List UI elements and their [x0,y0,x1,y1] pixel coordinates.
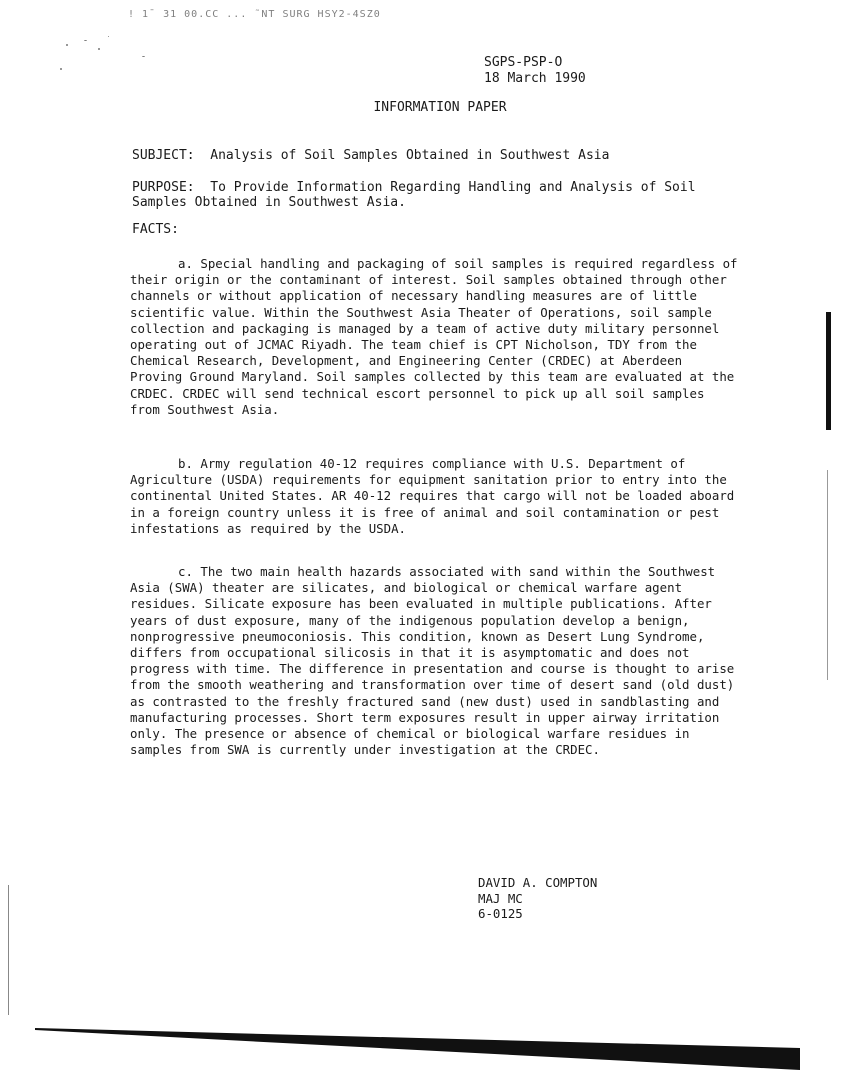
fact-marker: b. [178,456,193,471]
scan-speck [66,44,68,46]
fact-marker: c. [178,564,193,579]
scan-speck [108,36,109,37]
left-edge-scan-line [8,885,9,1015]
margin-scan-line [827,470,828,680]
signer-rank: MAJ MC [478,890,523,906]
signer-phone: 6-0125 [478,906,523,921]
fact-paragraph-b [130,456,740,537]
fax-transmission-header: ! 1¯ 31 00.CC ... ˜NT SURG HSY2-4SZ0 [128,9,381,20]
bottom-scan-edge [35,1028,800,1070]
fact-paragraph-c [130,564,740,758]
subject-label: SUBJECT: [132,148,195,163]
facts-label: FACTS: [132,222,179,237]
subject-text: Analysis of Soil Samples Obtained in Southwest Asia [210,148,610,163]
subject-line [132,148,752,163]
office-symbol: SGPS-PSP-O [484,55,563,70]
document-title: INFORMATION PAPER [373,100,507,115]
fact-text: Special handling and packaging of soil samples is required regardless of their origin or the contaminant of interest. Soil samples obtained through other channels or without application of necessary handling measures are of little scientific value. Within the Southwest Asia Theater of Operations, soil sample collection and packaging is managed by a team of active duty military personnel operating out of JCMAC Riyadh. The team chief is CPT Nicholson, TDY from the Chemical Research, Development, and Engineering Center (CRDEC) at Aberdeen Proving Ground Maryland. Soil samples collected by this team are evaluated at the CRDEC. CRDEC will send technical escort personnel to pick up all soil samples from Southwest Asia. [130,256,738,417]
scan-speck [98,48,100,50]
fact-text: The two main health hazards associated with sand within the Southwest Asia (SWA) theater are silicates, and biological or chemical warfare agent residues. Silicate exposure has been evaluated in multiple publications. After years of dust exposure, many of the indigenous population develop a benign, nonprogressive pneumoconiosis. This condition, known as Desert Lung Syndrome, differs from occupational silicosis in that it is asymptomatic and does not progress with time. The difference in presentation and course is thought to arise from the smooth weathering and transformation over time of desert sand (old dust) as contrasted to the freshly fractured sand (new dust) used in sandblasting and manufacturing processes. Short term exposures result in upper airway irritation only. The presence or absence of chemical or biological warfare residues in samples from SWA is currently under investigation at the CRDEC. [130,564,735,758]
fact-text: Army regulation 40-12 requires compliance with U.S. Department of Agriculture (USDA) requirements for equipment sanitation prior to entry into the continental United States. AR 40-12 requires that cargo will not be loaded aboard in a foreign country unless it is free of animal and soil contamination or pest infestations as required by the USDA. [130,456,735,536]
scan-speck [60,68,62,70]
purpose-label: PURPOSE: [132,180,195,195]
document-date: 18 March 1990 [484,71,586,86]
fact-marker: a. [178,256,193,271]
reference-block [484,55,586,87]
signature-block [478,875,597,922]
fact-paragraph-a [130,256,740,418]
signer-name: DAVID A. COMPTON [478,875,598,890]
purpose-line [132,180,752,210]
purpose-text: To Provide Information Regarding Handling and Analysis of Soil Samples Obtained in Southwest Asia. [132,180,704,210]
scan-speck [84,40,87,41]
margin-scan-bar [826,312,831,430]
scan-speck [142,56,145,57]
